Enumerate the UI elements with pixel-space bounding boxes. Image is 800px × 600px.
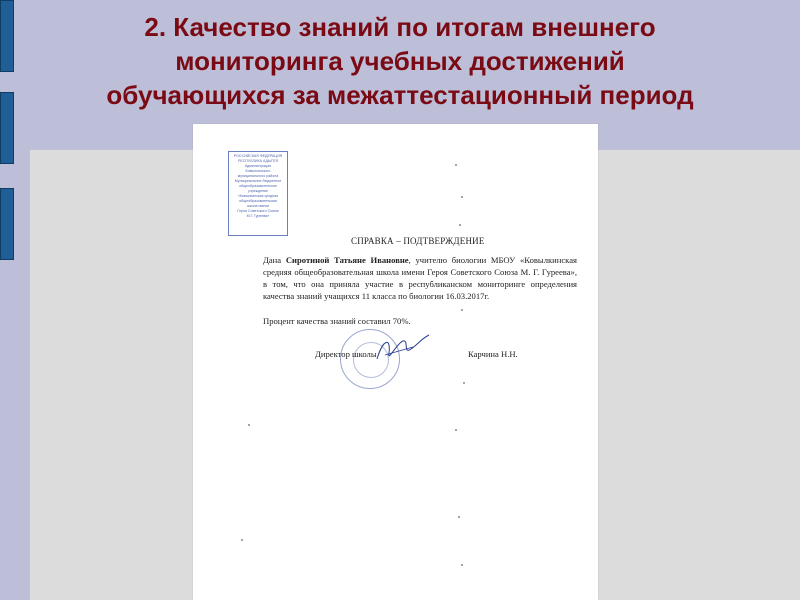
director-label: Директор школы (315, 349, 377, 359)
title-line-2: мониторинга учебных достижений (175, 46, 625, 76)
stamp-line: школа имени (247, 204, 269, 208)
stamp-line: М.Г. Гуреева» (246, 214, 270, 218)
title-line-3: обучающихся за межаттестационный период (106, 80, 694, 110)
decor-bar-1 (0, 0, 14, 72)
title-line-1: 2. Качество знаний по итогам внешнего (144, 12, 656, 42)
scan-speck (455, 164, 457, 166)
stamp-line: Ковылкинского (245, 169, 271, 173)
stamp-line: муниципального района (237, 174, 279, 178)
scan-speck (241, 539, 243, 541)
scan-speck (461, 309, 463, 311)
stamp-line: Администрация (244, 164, 272, 168)
scan-speck (458, 516, 460, 518)
body-text-2: , учителю биологии МБОУ «Ковылкинская средняя общеобразовательная школа имени Героя Советского Союза М. Г. Гуреева», в том, что она приняла участие в республиканском мониторинге определения качества знаний учащихся 11 класса по биологии 16.03.2017г. (263, 255, 577, 301)
stamp-line: общеобразовательное (239, 184, 277, 188)
stamp-line: «Ковылкинская средняя (237, 194, 279, 198)
stamp-line: Муниципальное бюджетное (234, 179, 282, 183)
teacher-name: Сиротиной Татьяне Ивановне (285, 255, 409, 265)
stamp-line: Героя Советского Союза (237, 209, 279, 213)
scan-speck (455, 429, 457, 431)
body-text-1: Дана (263, 255, 286, 265)
scan-speck (248, 424, 250, 426)
scan-speck (463, 382, 465, 384)
scan-speck (459, 224, 461, 226)
stamp-line: РЕСПУБЛИКА АДЫГЕЯ (237, 159, 279, 163)
document-heading: СПРАВКА – ПОДТВЕРЖДЕНИЕ (351, 236, 485, 246)
stamp-line: общеобразовательная (239, 199, 277, 203)
decor-bar-2 (0, 92, 14, 164)
handwritten-signature (373, 329, 433, 369)
scanned-document (193, 124, 598, 600)
scan-speck (461, 196, 463, 198)
quality-percent-line: Процент качества знаний составил 70%. (263, 316, 411, 326)
director-name: Карчина Н.Н. (468, 349, 518, 359)
stamp-line: учреждение (247, 189, 269, 193)
decor-bar-3 (0, 188, 14, 260)
corner-stamp (228, 151, 288, 236)
slide-title (20, 10, 780, 112)
scan-speck (461, 564, 463, 566)
document-body (263, 254, 577, 302)
stamp-line: РОССИЙСКАЯ ФЕДЕРАЦИЯ (233, 154, 283, 158)
